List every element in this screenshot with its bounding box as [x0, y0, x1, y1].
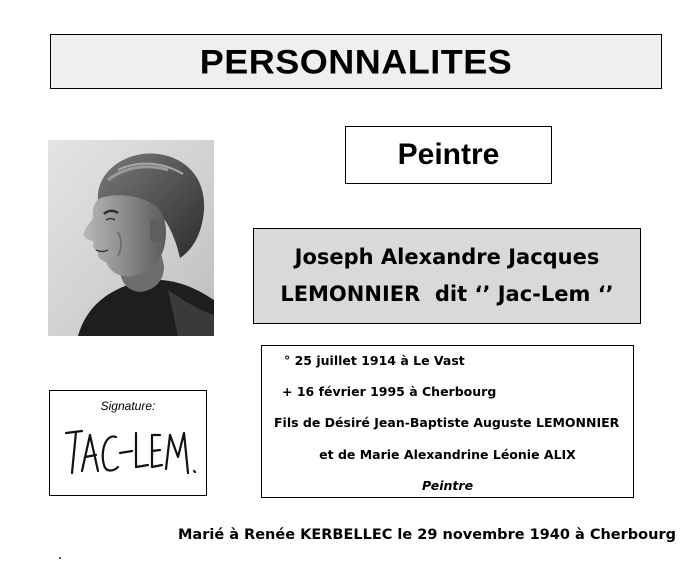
- marriage-line: Marié à Renée KERBELLEC le 29 novembre 1940 à Cherbourg: [178, 527, 676, 543]
- birth-line: ° 25 juillet 1914 à Le Vast: [284, 353, 465, 368]
- signature-image: [60, 421, 200, 483]
- role-box: [345, 126, 552, 184]
- name-line-2: LEMONNIER dit ‘’ Jac-Lem ‘’: [280, 282, 614, 306]
- role-label: Peintre: [397, 138, 500, 171]
- profession-line: Peintre: [421, 478, 474, 493]
- page-title: PERSONNALITES: [199, 41, 513, 81]
- stray-dot: [59, 557, 61, 559]
- portrait-photo: [48, 140, 214, 336]
- father-line: Fils de Désiré Jean-Baptiste Auguste LEMONNIER: [274, 415, 620, 430]
- signature-box: [49, 390, 207, 496]
- mother-line: et de Marie Alexandrine Léonie ALIX: [319, 447, 576, 462]
- signature-label: Signature:: [100, 399, 156, 413]
- name-line-1: Joseph Alexandre Jacques: [294, 245, 600, 269]
- death-line: + 16 février 1995 à Cherbourg: [282, 384, 497, 399]
- title-box: [50, 34, 662, 89]
- name-box: [253, 228, 641, 324]
- details-box: [261, 345, 634, 498]
